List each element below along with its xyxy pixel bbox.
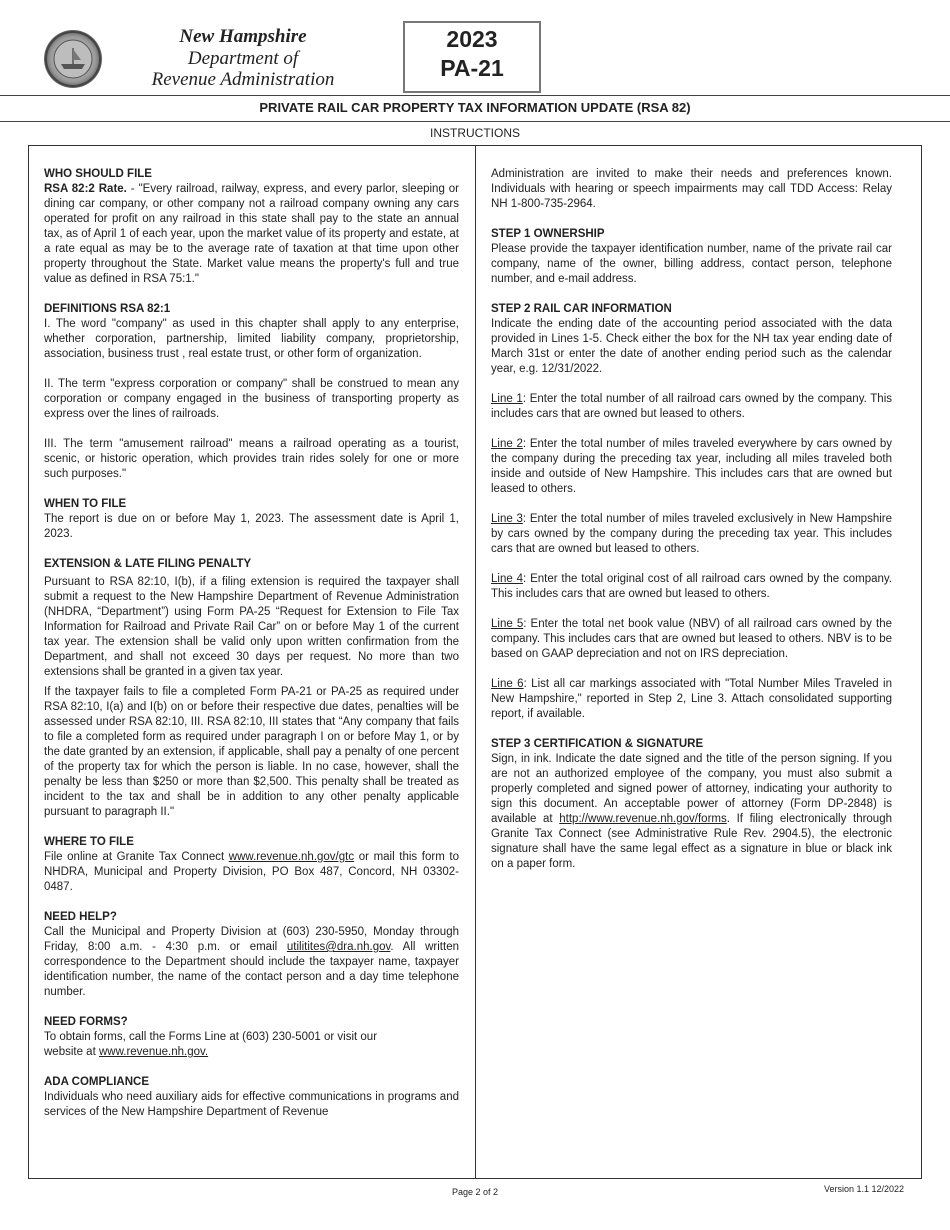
definition-2: II. The term "express corporation or company" shall be construed to mean any corporation or company engaged in the business of transporting property as express over the lines of railroads.: [44, 378, 459, 420]
step-3-text: Sign, in ink. Indicate the date signed and the title of the person signing. If you are not an authorized employee of the company, you must also submit a properly completed and signed power of attorney, indicating your authority to sign this document. An acceptable power of attorney (Form DP-2848) is available at http://www.revenue.nh.gov/forms. If filing electronically through Granite Tax Connect (see Administrative Rule Rev. 2904.5), the electronic signature shall have the same legal effect as a signature in blue or black ink on a paper form.: [491, 753, 892, 870]
line-2-text: Line 2: Enter the total number of miles traveled everywhere by cars owned by the company during the preceding tax year, including all miles traveled both inside and outside of New Hampshire. This includes cars that are owned but leased to others.: [491, 438, 892, 495]
agency-name: [140, 26, 346, 90]
right-column: [491, 167, 892, 887]
version-label: Version 1.1 12/2022: [824, 1184, 905, 1194]
when-to-file-text: The report is due on or before May 1, 2023. The assessment date is April 1, 2023.: [44, 513, 459, 540]
section-heading: DEFINITIONS RSA 82:1: [44, 303, 171, 315]
where-to-file-text: File online at Granite Tax Connect www.revenue.nh.gov/gtc or mail this form to NHDRA, Municipal and Property Division, PO Box 487, Concord, NH 03302-0487.: [44, 851, 460, 893]
section-heading: NEED FORMS?: [44, 1016, 128, 1028]
page-title: PRIVATE RAIL CAR PROPERTY TAX INFORMATION UPDATE (RSA 82): [259, 100, 691, 115]
department-line-2: Revenue Administration: [151, 69, 335, 90]
definition-3: III. The term "amusement railroad" means a railroad operating as a tourist, scenic, or historic operation, which provides train rides solely for one or more such purposes.": [44, 438, 459, 480]
section-heading: WHO SHOULD FILE: [44, 168, 152, 180]
need-forms-text: To obtain forms, call the Forms Line at (603) 230-5001 or visit our website at www.revenue.nh.gov.: [44, 1031, 378, 1058]
gtc-link[interactable]: www.revenue.nh.gov/gtc: [228, 851, 355, 863]
state-seal-icon: [44, 30, 102, 88]
line-3-text: Line 3: Enter the total number of miles traveled exclusively in New Hampshire by cars owned by the company during the preceding tax year. This includes cars that are owned but leased to others.: [491, 513, 892, 555]
header-rule-top: [0, 95, 950, 96]
form-id-box: [403, 21, 541, 93]
email-link[interactable]: utilitites@dra.nh.gov: [286, 941, 391, 953]
line-5-text: Line 5: Enter the total net book value (NBV) of all railroad cars owned by the company. This includes cars that are owned but leased to others. NBV is to be based on GAAP depreciation and not on IRS depreciation.: [491, 618, 892, 660]
need-help-text: Call the Municipal and Property Division at (603) 230-5950, Monday through Friday, 8:00 a.m. - 4:30 p.m. or email utilitites@dra.nh.gov. All written correspondence to the Department should include the taxpayer name, taxpayer identification number, the name of the contact person and a day time telephone number.: [44, 926, 459, 998]
section-heading: WHERE TO FILE: [44, 836, 134, 848]
page-number: Page 2 of 2: [451, 1187, 499, 1197]
state-seal: [44, 30, 102, 88]
department-line-1: Department of: [187, 48, 299, 69]
who-should-file-text: RSA 82:2 Rate. - "Every railroad, railway, express, and every parlor, sleeping or dining car company, or other company not a railroad company owning any cars operated for profit on any railroad in this state shall pay to the state an annual tax, as of April 1 of each year, upon the market value of its property and estate, at a rate equal as may be to the average rate of taxation at that time upon other property throughout the State. Market value means the property's full and true value as defined in RSA 75:1.": [44, 183, 459, 285]
forms-url-link[interactable]: http://www.revenue.nh.gov/forms: [559, 813, 727, 825]
step-2-text: Indicate the ending date of the accounting period associated with the data provided in Lines 1-5. Check either the box for the NH tax year ending date of March 31st or enter the date of another ending period such as the calendar year, e.g. 12/31/2022.: [491, 318, 892, 375]
extension-text-2: If the taxpayer fails to file a completed Form PA-21 or PA-25 as required under RSA 82:10, I(a) and I(b) on or before their respective due dates, penalties will be assessed under RSA 82:10, III. RSA 82:10, III states that “Any company that fails to file a completed form as required under paragraph I on or before May 1, or by the date granted by an extension, if applicable, shall pay a penalty of one percent of the property tax for which the person is liable. In no case, however, shall the penalty be less than $250 or more than $2,500. This penalty shall be treated as incident to the tax and shall be in addition to any other penalty applicable pursuant to paragraph II.": [44, 686, 459, 818]
line-6-text: Line 6: List all car markings associated with "Total Number Miles Traveled in New Hampshire," reported in Step 2, Line 3. Attach consolidated supporting report, if available.: [491, 678, 892, 720]
section-heading: EXTENSION & LATE FILING PENALTY: [44, 558, 252, 570]
section-heading: NEED HELP?: [44, 911, 117, 923]
website-link[interactable]: www.revenue.nh.gov.: [98, 1046, 209, 1058]
form-year: 2023: [446, 26, 498, 52]
state-name: New Hampshire: [179, 26, 307, 47]
form-number: PA-21: [440, 55, 504, 81]
section-heading: WHEN TO FILE: [44, 498, 127, 510]
extension-text-1: Pursuant to RSA 82:10, I(b), if a filing extension is required the taxpayer shall submit a request to the New Hampshire Department of Revenue Administration (NHDRA, “Department”) using Form PA-25 “Request for Extension to File Tax Information for Railroad and Private Rail Car” on or before May 1 of the current tax year. The extension shall be valid only upon written confirmation from the Department, and shall not exceed 30 days per request. No more than two extensions shall be granted in a given tax year.: [44, 576, 459, 678]
section-heading: STEP 1 OWNERSHIP: [491, 228, 605, 240]
header-rule-bottom: [0, 121, 950, 122]
step-1-text: Please provide the taxpayer identification number, name of the private rail car company, name of the owner, billing address, contact person, telephone number, and e-mail address.: [491, 243, 892, 285]
line-4-text: Line 4: Enter the total original cost of all railroad cars owned by the company. This includes cars that are owned but leased to others.: [491, 573, 892, 600]
left-column: [44, 167, 459, 1135]
line-1-text: Line 1: Enter the total number of all railroad cars owned by the company. This includes cars that are owned but leased to others.: [491, 393, 892, 420]
section-heading: ADA COMPLIANCE: [44, 1076, 149, 1088]
ada-text-continued: Administration are invited to make their needs and preferences known. Individuals with hearing or speech impairments may call TDD Access: Relay NH 1-800-735-2964.: [491, 168, 892, 210]
column-divider: [475, 145, 476, 1179]
section-heading: STEP 3 CERTIFICATION & SIGNATURE: [491, 738, 704, 750]
definition-1: I. The word "company" as used in this chapter shall apply to any enterprise, whether corporation, partnership, limited liability company, proprietorship, association, business trust , real estate trust, or other form of organization.: [44, 318, 459, 360]
section-heading: STEP 2 RAIL CAR INFORMATION: [491, 303, 672, 315]
ada-text: Individuals who need auxiliary aids for effective communications in programs and services of the New Hampshire Department of Revenue: [44, 1091, 459, 1118]
page-subtitle: INSTRUCTIONS: [430, 126, 520, 140]
